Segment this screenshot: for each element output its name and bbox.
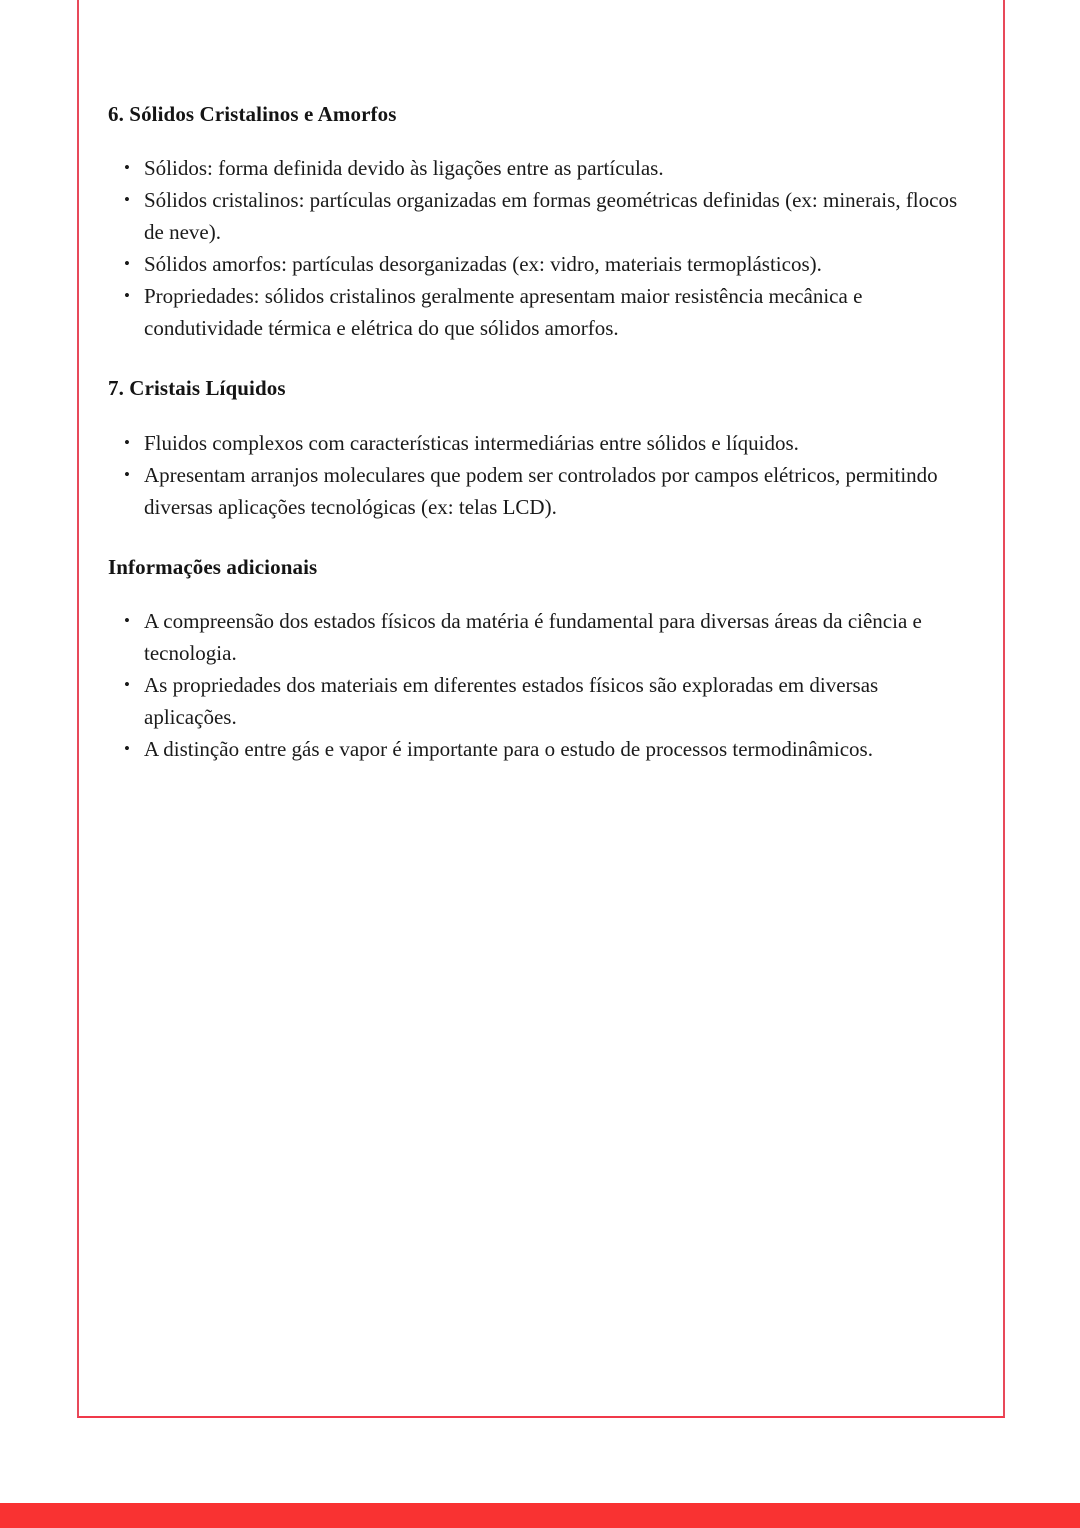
list-item: • Sólidos: forma definida devido às ligações entre as partículas. bbox=[108, 152, 976, 184]
list-item: • Propriedades: sólidos cristalinos geralmente apresentam maior resistência mecânica e condutividade térmica e elétrica do que sólidos amorfos. bbox=[108, 280, 976, 344]
list-item: • A compreensão dos estados físicos da matéria é fundamental para diversas áreas da ciência e tecnologia. bbox=[108, 605, 976, 669]
bottom-accent-bar bbox=[0, 1503, 1080, 1528]
section-heading: 7. Cristais Líquidos bbox=[108, 376, 286, 401]
document-content bbox=[108, 100, 976, 765]
spacer bbox=[108, 344, 976, 374]
list-item: • As propriedades dos materiais em diferentes estados físicos são exploradas em diversas aplicações. bbox=[108, 669, 976, 733]
list-item: • Sólidos cristalinos: partículas organizadas em formas geométricas definidas (ex: minerais, flocos de neve). bbox=[108, 184, 976, 248]
spacer bbox=[108, 128, 976, 152]
list-item: • A distinção entre gás e vapor é importante para o estudo de processos termodinâmicos. bbox=[108, 733, 976, 765]
spacer bbox=[108, 581, 976, 605]
bullet-list bbox=[108, 152, 976, 344]
list-item: • Fluidos complexos com características intermediárias entre sólidos e líquidos. bbox=[108, 427, 976, 459]
section-heading: Informações adicionais bbox=[108, 554, 318, 579]
section-solidos-cristalinos-e-amorfos bbox=[108, 100, 976, 344]
list-item: • Sólidos amorfos: partículas desorganizadas (ex: vidro, materiais termoplásticos). bbox=[108, 248, 976, 280]
list-item: • Apresentam arranjos moleculares que podem ser controlados por campos elétricos, permitindo diversas aplicações tecnológicas (ex: telas LCD). bbox=[108, 459, 976, 523]
section-cristais-liquidos bbox=[108, 374, 976, 522]
bullet-list bbox=[108, 605, 976, 765]
section-informacoes-adicionais bbox=[108, 553, 976, 765]
bullet-list bbox=[108, 427, 976, 523]
section-heading: 6. Sólidos Cristalinos e Amorfos bbox=[108, 102, 397, 126]
spacer bbox=[108, 403, 976, 427]
spacer bbox=[108, 523, 976, 553]
